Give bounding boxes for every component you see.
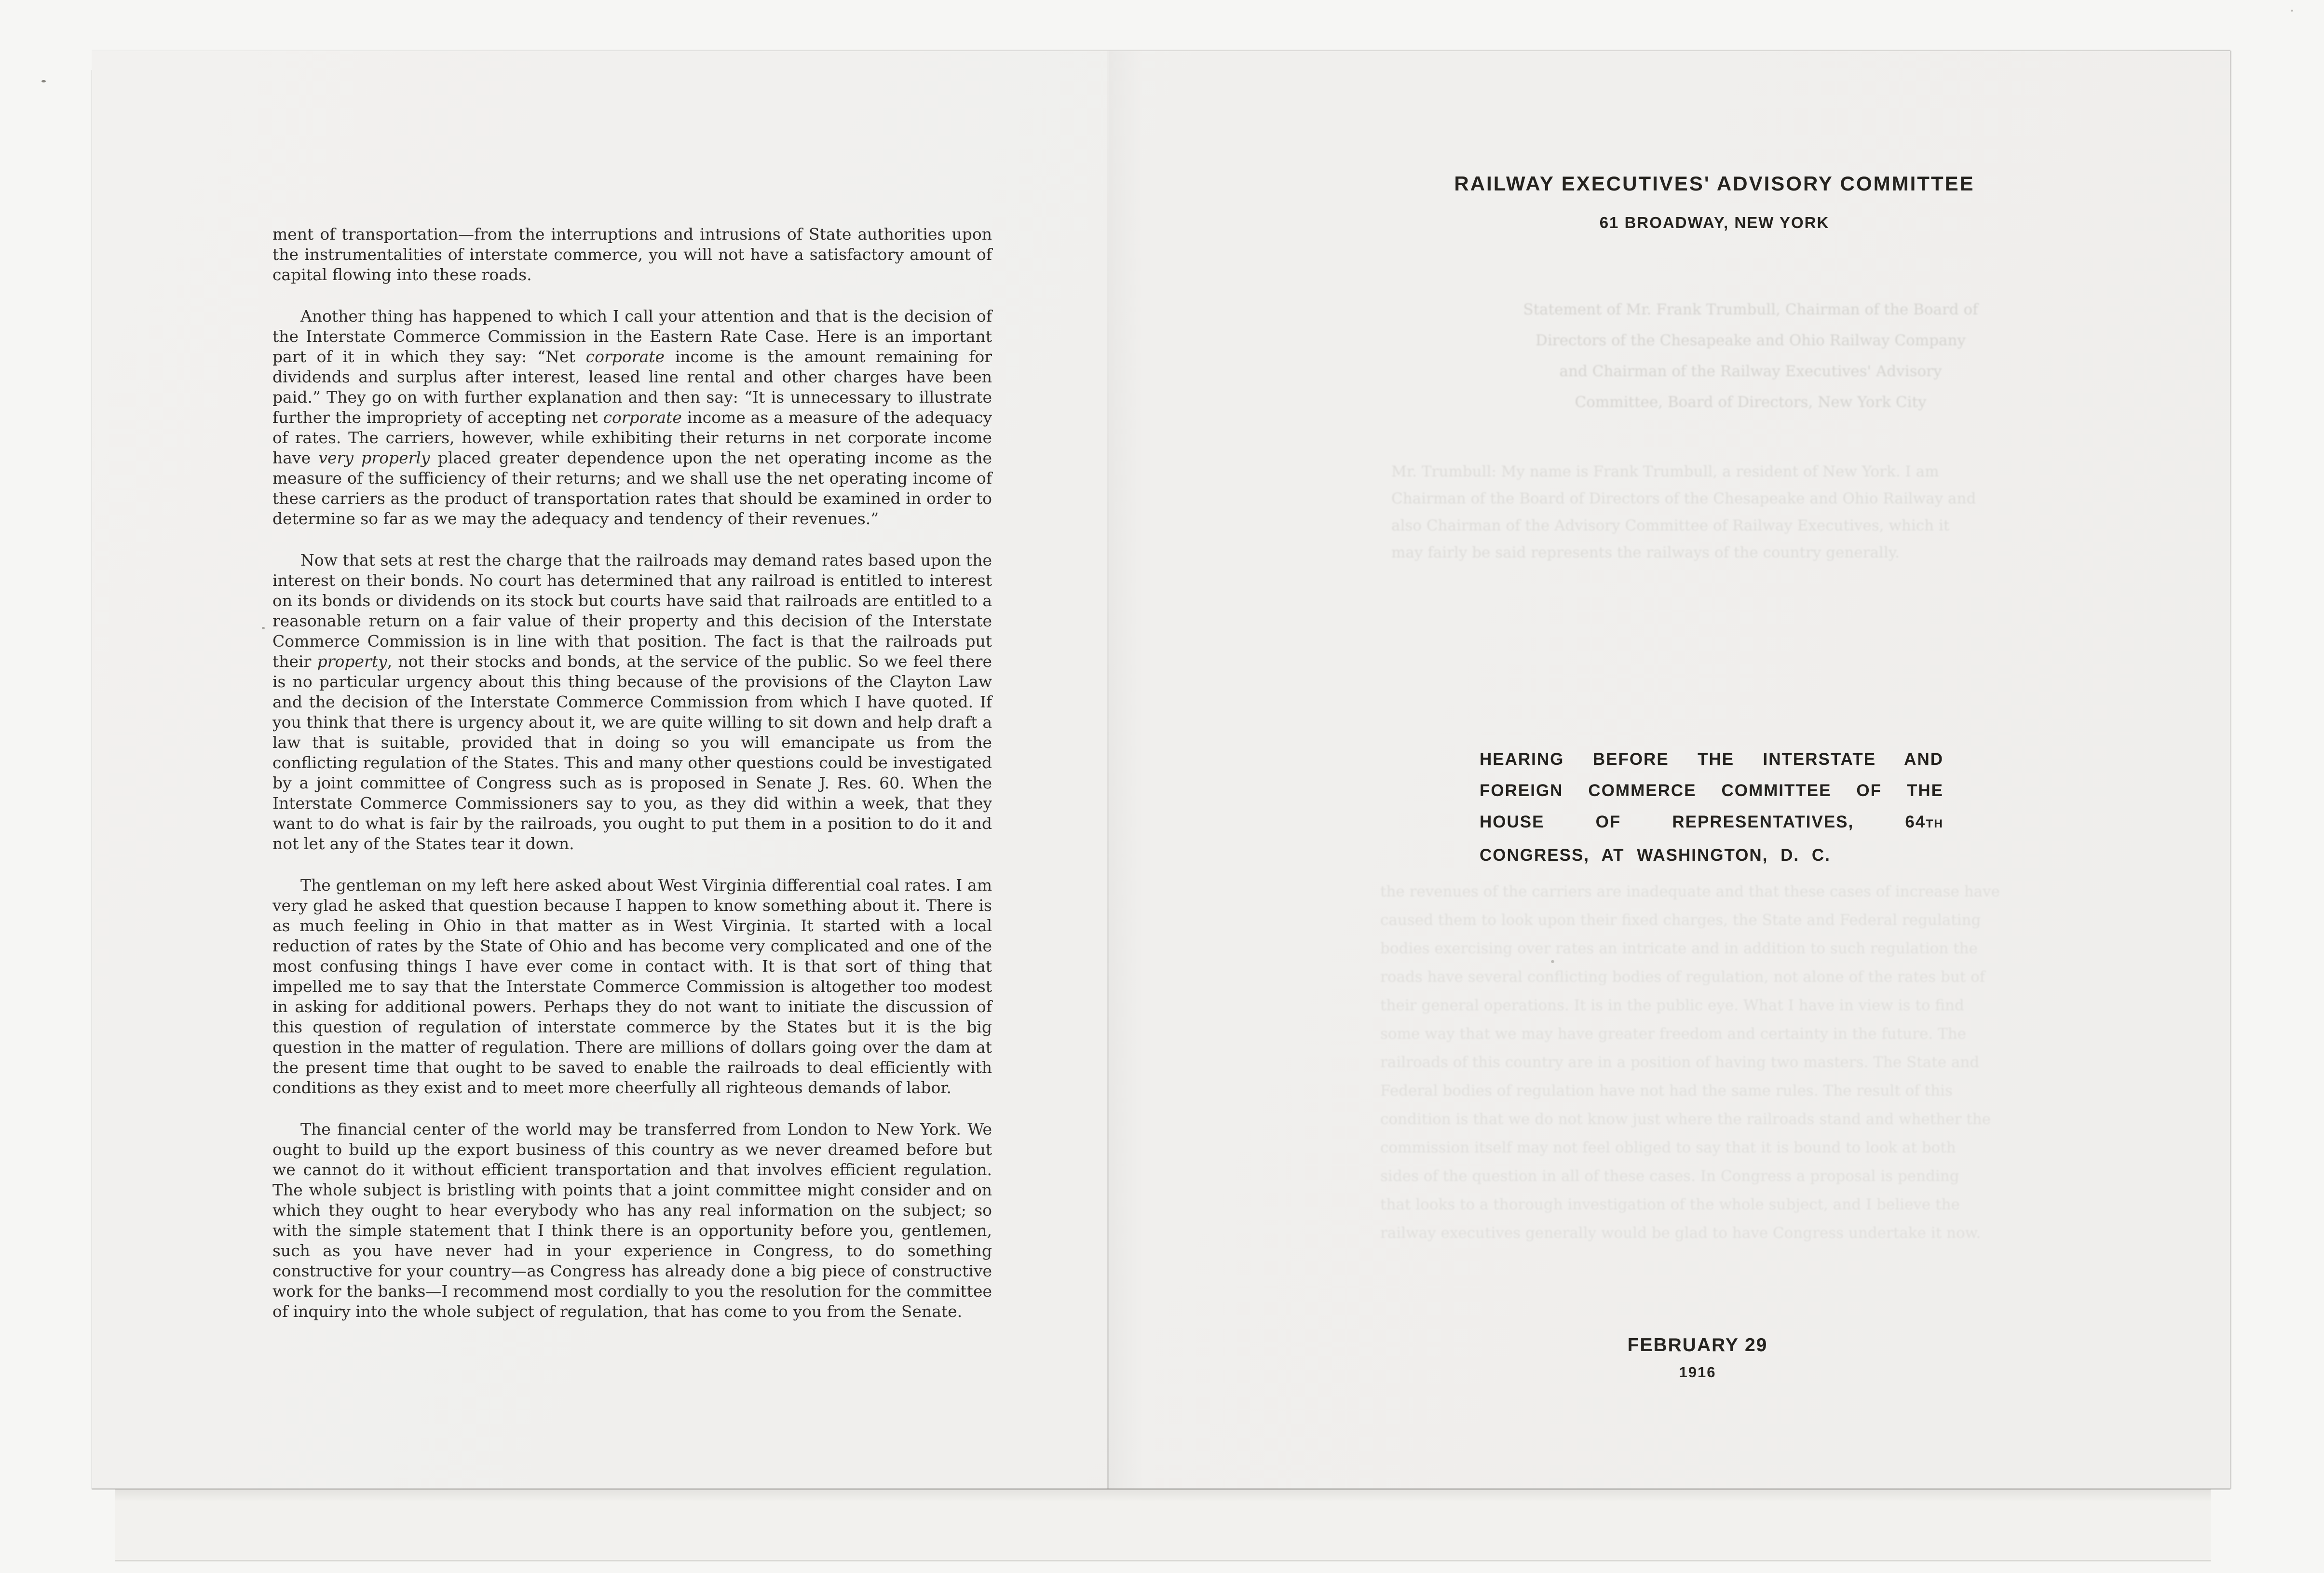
under-sheet-shadow (115, 1489, 2211, 1502)
bleed-through-line: railway executives generally would be glad to have Congress undertake it now. (1380, 1224, 1981, 1242)
bleed-through-line: their general operations. It is in the public eye. What I have in view is to find (1380, 997, 1964, 1014)
bleed-through-line: commission itself may not feel obliged to say that it is bound to look at both (1380, 1139, 1956, 1156)
bleed-through-line: caused them to look upon their fixed charges, the State and Federal regulating (1380, 911, 1981, 929)
bleed-through-line: railroads of this country are in a position of having two masters. The State and (1380, 1054, 1980, 1071)
bleed-through-line: condition is that we do not know just where the railroads stand and whether the (1380, 1111, 1991, 1128)
paragraph-1: ment of transportation—from the interruptions and intrusions of State authorities upon the instrumentalities of interstate commerce, you will not have a satisfactory amount of capital flowing into these roads. (272, 225, 992, 284)
scan-speck (2291, 10, 2293, 12)
bleed-through-line: Mr. Trumbull: My name is Frank Trumbull, a resident of New York. I am (1391, 463, 1939, 480)
paragraph-3: Now that sets at rest the charge that the railroads may demand rates based upon the interest on their bonds. No court has determined that any railroad is entitled to interest on its bonds or dividends on its stock but courts have said that railroads are entitled to a reasonable return on a fair value of their property and this decision of the Interstate Commerce Commission is in line with that position. The fact is that the railroads put their property, not their stocks and bonds, at the service of the public. So we feel there is no particular urgency about this thing because of the provisions of the Clayton Law and the decision of the Interstate Commerce Commission from which I have quoted. If you think that there is urgency about it, we are quite willing to sit down and help draft a law that is suitable, provided that in doing so you will emancipate us from the conflicting regulation of the States. This and many other questions could be investigated by a joint committee of Congress such as is proposed in Senate J. Res. 60. When the Interstate Commerce Commissioners say to you, as they did within a week, that they want to do what is fair by the railroads, you ought to put them in a position to do it and not let any of the States tear it down. (272, 551, 992, 853)
hearing-line-2: FOREIGN COMMERCE COMMITTEE OF THE (1480, 781, 1943, 800)
masthead-title: RAILWAY EXECUTIVES' ADVISORY COMMITTEE (1454, 172, 1975, 195)
bleed-through-line: and Chairman of the Railway Executives' Advisory (1559, 363, 1942, 380)
bleed-through-line: bodies exercising over rates an intricate and in addition to such regulation the (1380, 940, 1978, 957)
bleed-through-line: Committee, Board of Directors, New York City (1575, 393, 1927, 411)
bleed-through-line: roads have several conflicting bodies of regulation, not alone of the rates but of (1380, 968, 1985, 986)
scan-speck (1551, 960, 1554, 963)
hearing-title (1480, 744, 1943, 871)
masthead-address: 61 BROADWAY, NEW YORK (1599, 214, 1830, 231)
bleed-through-line: the revenues of the carriers are inadequate and that these cases of increase have (1380, 883, 2000, 900)
paragraph-4: The gentleman on my left here asked about West Virginia differential coal rates. I am very glad he asked that question because I happen to know something about it. There is as much feeling in Ohio in that matter as in West Virginia. It started with a local reduction of rates by the State of Ohio and has become very complicated and one of the most confusing things I have ever come in contact with. It is that sort of thing that impelled me to say that the Interstate Commerce Commission is altogether too modest in asking for additional powers. Perhaps they do not want to initiate the discussion of this question of regulation of interstate commerce by the States but it is the big question in the matter of regulation. There are millions of dollars going over the dam at the present time that ought to be saved to enable the railroads to deal efficiently with conditions as they exist and to meet more cheerfully all righteous demands of labor. (272, 876, 992, 1097)
hearing-line-1: HEARING BEFORE THE INTERSTATE AND (1480, 750, 1943, 769)
bleed-through-line: sides of the question in all of these cases. In Congress a proposal is pending (1380, 1167, 1959, 1185)
bleed-through-line: some way that we may have greater freedom and certainty in the future. The (1380, 1025, 1967, 1043)
body-text (272, 224, 992, 1343)
scan-speck (41, 80, 46, 82)
under-sheet (115, 1489, 2211, 1561)
bleed-through-line: Directors of the Chesapeake and Ohio Railway Company (1536, 332, 1966, 349)
masthead (1423, 172, 2006, 232)
bleed-through-line: Chairman of the Board of Directors of the Chesapeake and Ohio Railway and (1391, 490, 1976, 507)
bleed-through-line: may fairly be said represents the railways of the country generally. (1391, 544, 1900, 561)
date-block (1514, 1335, 1881, 1381)
hearing-line-4: CONGRESS, AT WASHINGTON, D. C. (1480, 846, 1831, 865)
bleed-through-line: Statement of Mr. Frank Trumbull, Chairman of the Board of (1523, 301, 1978, 318)
date-day: FEBRUARY 29 (1627, 1335, 1768, 1356)
booklet-spread (92, 51, 2230, 1489)
hearing-line-3: HOUSE OF REPRESENTATIVES, 64TH (1480, 813, 1943, 831)
paragraph-2: Another thing has happened to which I call your attention and that is the decision of the Interstate Commerce Commission in the Eastern Rate Case. Here is an important part of it in which they say: “Net corporate income is the amount remaining for dividends and surplus after interest, leased line rental and other charges have been paid.” They go on with further explanation and then say: “It is unnecessary to illustrate further the impropriety of accepting net corporate income as a measure of the adequacy of rates. The carriers, however, while exhibiting their returns in net corporate income have very properly placed greater dependence upon the net operating income as the measure of the sufficiency of their returns; and we shall use the net operating income of these carriers as the product of transportation rates that should be examined in order to determine so far as we may the adequacy and tendency of their revenues.” (272, 307, 992, 528)
paragraph-5: The financial center of the world may be transferred from London to New York. We ought to build up the export business of this country as we never dreamed before but we cannot do it without efficient transportation and that involves efficient regulation. The whole subject is bristling with points that a joint committee might consider and on which they ought to hear everybody who has any real information on the subject; so with the simple statement that I think there is an opportunity before you, gentlemen, such as you have never had in your experience in Congress, to do something constructive for your country—as Congress has already done a big piece of constructive work for the banks—I recommend most cordially to you the resolution for the committee of inquiry into the whole subject of regulation, that has come to you from the Senate. (272, 1120, 992, 1321)
bleed-through-line: also Chairman of the Advisory Committee of Railway Executives, which it (1391, 517, 1950, 534)
date-year: 1916 (1679, 1364, 1716, 1381)
bleed-through-line: that looks to a thorough investigation of the whole subject, and I believe the (1380, 1196, 1960, 1213)
bleed-through-line: Federal bodies of regulation have not had the same rules. The result of this (1380, 1082, 1953, 1099)
scan-speck (262, 627, 265, 629)
